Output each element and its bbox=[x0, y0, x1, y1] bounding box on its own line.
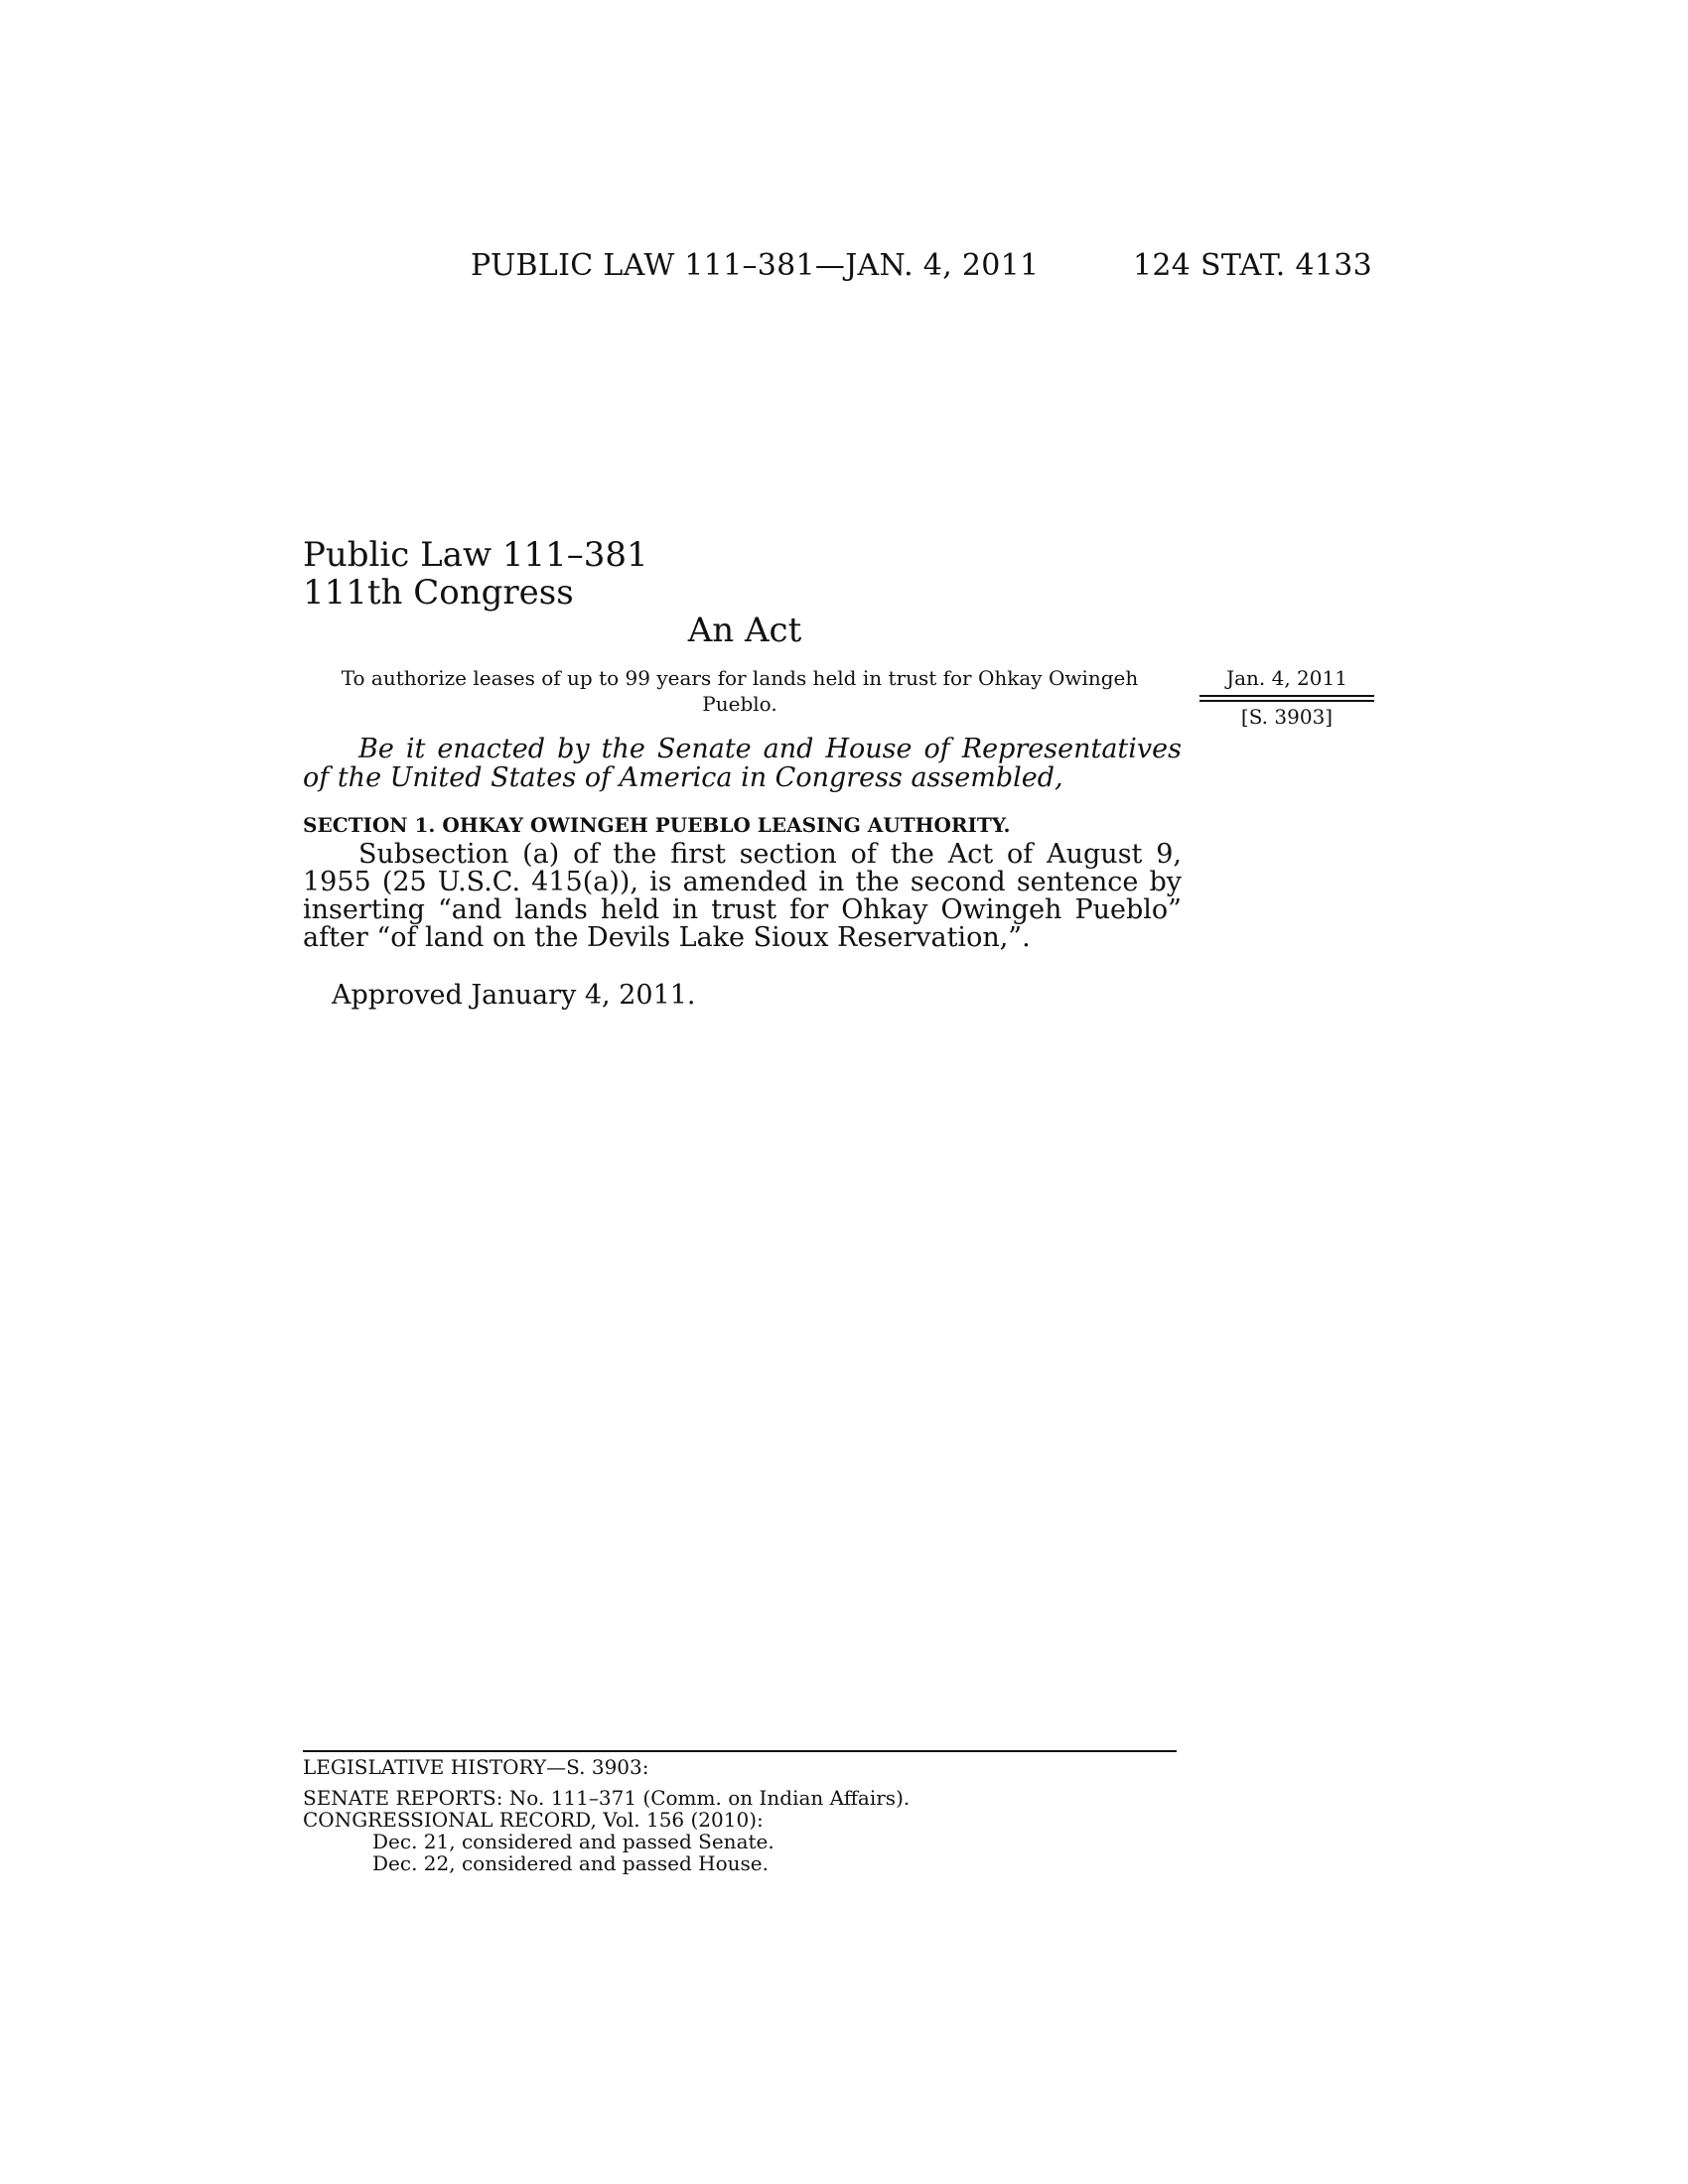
public-law-number: Public Law 111–381 bbox=[303, 535, 648, 575]
legislative-history-line: SENATE REPORTS: No. 111–371 (Comm. on Indian Affairs). bbox=[303, 1786, 911, 1810]
footnote-divider bbox=[303, 1750, 1177, 1752]
page-stat-number: 124 STAT. 4133 bbox=[1133, 248, 1372, 283]
section-heading: SECTION 1. OHKAY OWINGEH PUEBLO LEASING AUTHORITY. bbox=[303, 813, 1011, 837]
approval-date: Approved January 4, 2011. bbox=[332, 980, 696, 1011]
section-text: Subsection (a) of the first section of the Act of August 9, 1955 (25 U.S.C. 415(a)), is amended in the second sentence by inserting “and lands held in trust for Ohkay Owingeh Pueblo” after “of land on the Devils Lake Sioux Reservation,”. bbox=[303, 839, 1182, 953]
margin-date: Jan. 4, 2011 bbox=[1199, 665, 1374, 697]
legislative-history-line: Dec. 22, considered and passed House. bbox=[372, 1851, 769, 1875]
margin-bill-number: [S. 3903] bbox=[1199, 700, 1374, 730]
act-heading: An Act bbox=[687, 611, 802, 650]
running-head: PUBLIC LAW 111–381—JAN. 4, 2011 bbox=[471, 248, 1040, 283]
legislative-history-title: LEGISLATIVE HISTORY—S. 3903: bbox=[303, 1755, 649, 1779]
legislative-history-line: CONGRESSIONAL RECORD, Vol. 156 (2010): bbox=[303, 1808, 764, 1832]
enacting-clause: Be it enacted by the Senate and House of Representatives of the United States of America in Congress assembled, bbox=[303, 734, 1182, 793]
congress-label: 111th Congress bbox=[303, 573, 574, 613]
legislative-history-line: Dec. 21, considered and passed Senate. bbox=[372, 1830, 774, 1853]
act-purpose: To authorize leases of up to 99 years for lands held in trust for Ohkay Owingeh Pueblo. bbox=[341, 666, 1139, 716]
